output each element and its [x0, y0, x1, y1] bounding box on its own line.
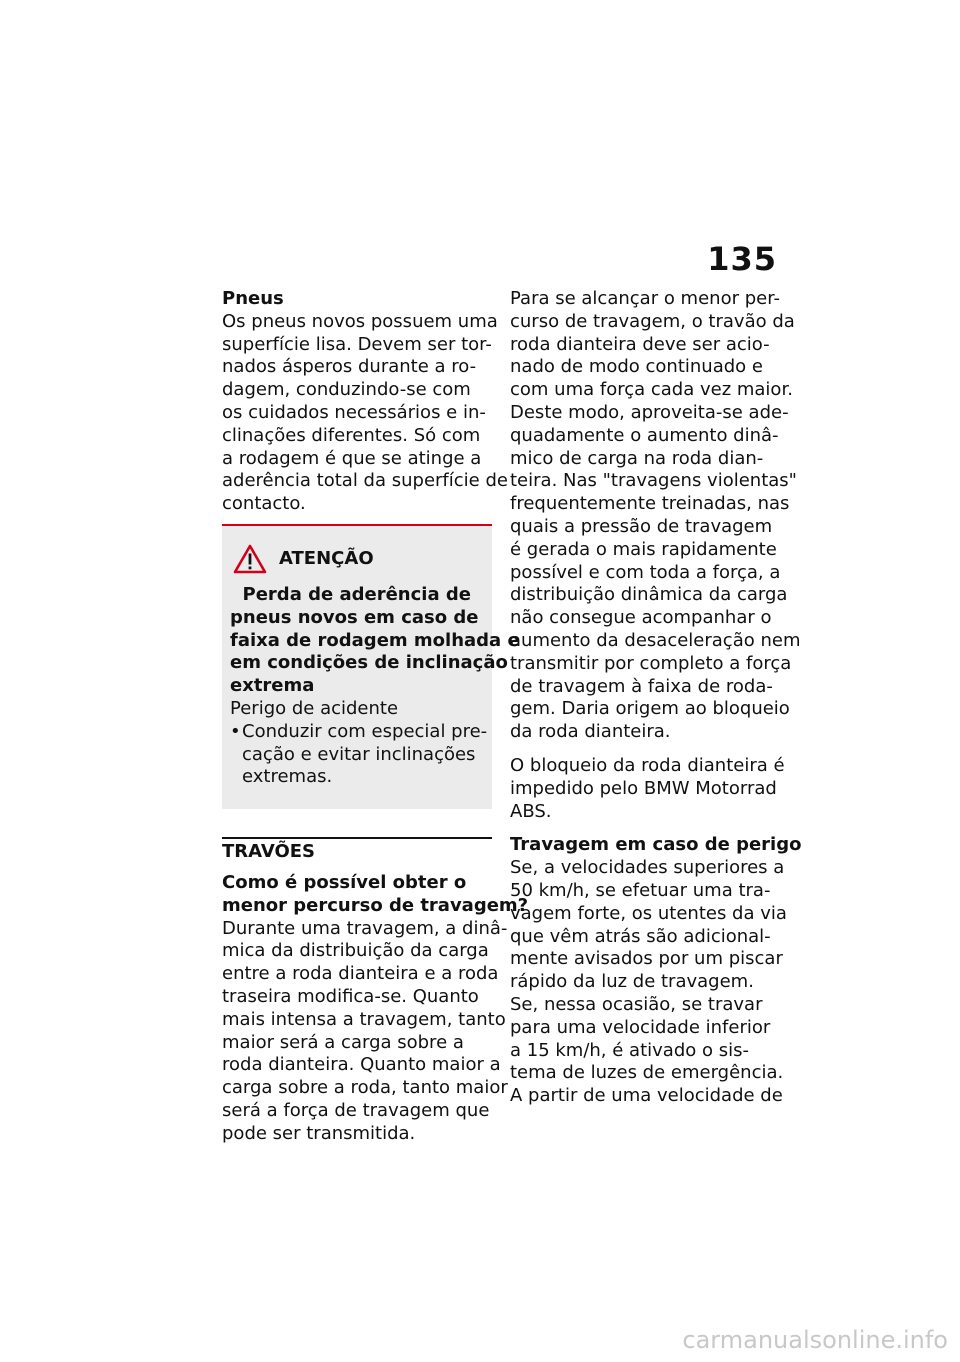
brakes-section-title: TRAVÕES [222, 837, 492, 864]
paragraph-line: que vêm atrás são adicional- [510, 925, 771, 947]
right-column [510, 288, 802, 1108]
paragraph-line: a 15 km/h, é ativado o sis- [510, 1039, 749, 1061]
bullet-marker: • [230, 720, 241, 742]
tyres-line: a rodagem é que se atinge a [222, 447, 482, 469]
brakes-line: mica da distribuição da carga [222, 940, 489, 962]
brakes-section [222, 871, 529, 1146]
brakes-line: carga sobre a roda, tanto maior [222, 1077, 508, 1099]
warning-bullet-item [230, 720, 488, 789]
paragraph-line: da roda dianteira. [510, 721, 671, 743]
paragraph-line: Deste modo, aproveita-se ade- [510, 401, 789, 423]
warning-body [230, 583, 520, 789]
paragraph-line: com uma força cada vez maior. [510, 379, 793, 401]
abs-paragraph [510, 754, 785, 823]
paragraph-line: frequentemente treinadas, nas [510, 493, 790, 515]
tyres-heading: Pneus [222, 288, 284, 309]
paragraph-line: quais a pressão de travagem [510, 515, 773, 537]
paragraph-line: Para se alcançar o menor per- [510, 288, 780, 309]
tyres-line: superfície lisa. Devem ser tor- [222, 333, 492, 355]
brakes-line: traseira modifica-se. Quanto [222, 985, 479, 1007]
warning-line: em condições de inclinação [230, 652, 508, 674]
tyres-line: Os pneus novos possuem uma [222, 310, 498, 332]
tyres-line: aderência total da superfície de [222, 470, 508, 492]
warning-line: faixa de rodagem molhada e [230, 629, 520, 651]
tyres-line: nados ásperos durante a ro- [222, 356, 477, 378]
paragraph-line: vagem forte, os utentes da via [510, 902, 787, 924]
paragraph-line: O bloqueio da roda dianteira é [510, 754, 785, 776]
paragraph-line: não consegue acompanhar o [510, 607, 772, 629]
brakes-line: será a força de travagem que [222, 1099, 490, 1121]
paragraph-line: mente avisados por um piscar [510, 948, 783, 970]
paragraph-line: rápido da luz de travagem. [510, 971, 754, 993]
brakes-line: roda dianteira. Quanto maior a [222, 1054, 501, 1076]
brakes-line: entre a roda dianteira e a roda [222, 963, 499, 985]
warning-title: ATENÇÃO [279, 547, 374, 569]
warning-box [222, 524, 520, 809]
paragraph-line: nado de modo continuado e [510, 356, 763, 378]
paragraph-line: aumento da desaceleração nem [510, 629, 801, 651]
brakes-question-line: Como é possível obter o [222, 871, 467, 893]
paragraph-line: 50 km/h, se efetuar uma tra- [510, 879, 771, 901]
paragraph-line: A partir de uma velocidade de [510, 1085, 783, 1107]
bullet-line: extremas. [242, 766, 333, 788]
brakes-line: maior será a carga sobre a [222, 1031, 464, 1053]
emergency-braking-section [510, 834, 802, 1108]
paragraph-line: de travagem à faixa de roda- [510, 675, 773, 697]
warning-header [233, 544, 484, 574]
tyres-line: contacto. [222, 493, 306, 515]
paragraph-line: teira. Nas "travagens violentas" [510, 470, 797, 492]
paragraph-line: transmitir por completo a força [510, 652, 792, 674]
brakes-question-line: menor percurso de travagem? [222, 894, 529, 916]
paragraph-line: curso de travagem, o travão da [510, 310, 795, 332]
warning-line: extrema [230, 675, 315, 697]
paragraph-line: distribuição dinâmica da carga [510, 584, 788, 606]
warning-line: pneus novos em caso de [230, 606, 479, 628]
left-column [222, 288, 529, 1146]
paragraph-line: roda dianteira deve ser acio- [510, 333, 770, 355]
tyres-line: os cuidados necessários e in- [222, 401, 486, 423]
paragraph-line: Se, nessa ocasião, se travar [510, 993, 763, 1015]
brakes-line: mais intensa a travagem, tanto [222, 1008, 506, 1030]
warning-line: Perda de aderência de [230, 583, 471, 605]
paragraph-line: para uma velocidade inferior [510, 1016, 771, 1038]
brakes-line: pode ser transmitida. [222, 1122, 416, 1144]
paragraph-line: ABS. [510, 800, 552, 822]
paragraph-line: impedido pelo BMW Motorrad [510, 777, 777, 799]
paragraph-line: mico de carga na roda dian- [510, 447, 764, 469]
warning-hazard: Perigo de acidente [230, 697, 399, 719]
paragraph-line: quadamente o aumento dinâ- [510, 424, 779, 446]
braking-paragraph [510, 288, 801, 744]
page-number: 135 [707, 240, 777, 278]
paragraph-line: possível e com toda a força, a [510, 561, 781, 583]
site-watermark: carmanualsonline.info [682, 1326, 948, 1354]
paragraph-line: tema de luzes de emergência. [510, 1062, 784, 1084]
tyres-section [222, 288, 508, 516]
bullet-text [242, 721, 487, 789]
bullet-line: cação e evitar inclinações [242, 743, 476, 765]
bullet-line: Conduzir com especial pre- [242, 720, 488, 742]
paragraph-line: gem. Daria origem ao bloqueio [510, 698, 790, 720]
paragraph-line: Se, a velocidades superiores a [510, 857, 785, 879]
brakes-line: Durante uma travagem, a dinâ- [222, 917, 508, 939]
tyres-line: dagem, conduzindo-se com [222, 379, 471, 401]
emergency-heading: Travagem em caso de perigo [510, 834, 802, 856]
warning-triangle-icon [233, 544, 267, 574]
tyres-line: clinações diferentes. Só com [222, 424, 481, 446]
paragraph-line: é gerada o mais rapidamente [510, 538, 777, 560]
